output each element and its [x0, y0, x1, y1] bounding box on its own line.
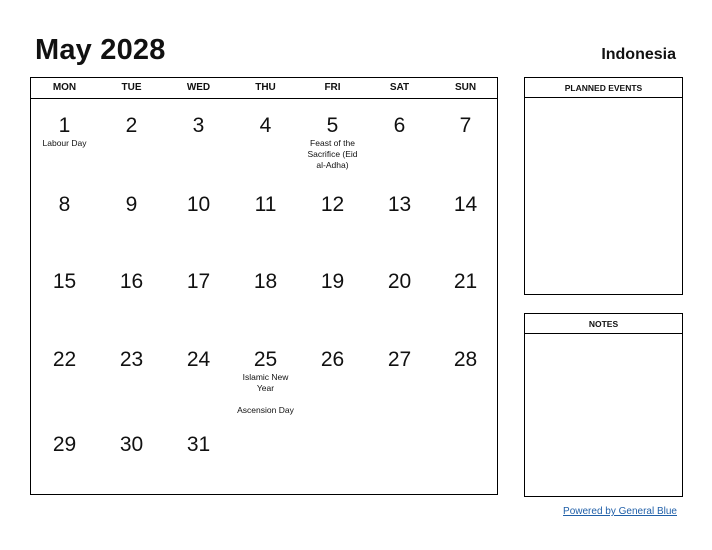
- holiday-label: Islamic New Year: [242, 372, 289, 393]
- day-number: 29: [52, 433, 77, 456]
- holiday-label: Feast of the Sacrifice (Eid al-Adha): [307, 138, 358, 170]
- day-number: 26: [320, 348, 345, 371]
- day-number: 17: [186, 270, 211, 293]
- day-cell: [31, 114, 98, 149]
- day-cell: [299, 114, 366, 171]
- weekday-tue: TUE: [121, 82, 142, 93]
- weekday-thu: THU: [255, 82, 276, 93]
- day-cell: [98, 348, 165, 372]
- day-cell: [432, 348, 499, 372]
- weekday-header: [31, 78, 497, 99]
- day-cell: [165, 114, 232, 138]
- planned-events-heading: PLANNED EVENTS: [525, 78, 682, 98]
- day-cell: [232, 270, 299, 294]
- day-number: 1: [58, 114, 71, 137]
- day-number: 3: [192, 114, 205, 137]
- day-cell: [31, 433, 98, 457]
- day-cell: [432, 193, 499, 217]
- country-label: Indonesia: [601, 46, 676, 63]
- notes-heading: NOTES: [525, 314, 682, 334]
- calendar-grid: [30, 77, 498, 495]
- day-number: 21: [453, 270, 478, 293]
- day-number: 23: [119, 348, 144, 371]
- notes-panel: [524, 313, 683, 497]
- day-number: 10: [186, 193, 211, 216]
- day-cell: [31, 348, 98, 372]
- day-number: 15: [52, 270, 77, 293]
- day-cell: [165, 348, 232, 372]
- day-cell: [98, 114, 165, 138]
- day-cell: [31, 270, 98, 294]
- day-cell: [98, 433, 165, 457]
- day-cell: [366, 114, 433, 138]
- day-cell: [366, 270, 433, 294]
- weekday-fri: FRI: [324, 82, 341, 93]
- day-cell: [366, 348, 433, 372]
- day-number: 20: [387, 270, 412, 293]
- day-number: 12: [320, 193, 345, 216]
- day-cell: [165, 270, 232, 294]
- day-number: 11: [254, 193, 277, 216]
- day-number: 18: [253, 270, 278, 293]
- day-cell: [98, 270, 165, 294]
- day-number: 5: [326, 114, 339, 137]
- day-cell: [232, 193, 299, 217]
- day-number: 30: [119, 433, 144, 456]
- day-number: 7: [459, 114, 472, 137]
- day-cell: [299, 348, 366, 372]
- day-cell: [232, 348, 299, 416]
- day-number: 28: [453, 348, 478, 371]
- day-number: 31: [186, 433, 211, 456]
- day-number: 19: [320, 270, 345, 293]
- weekday-sun: SUN: [454, 82, 477, 93]
- day-number: 27: [387, 348, 412, 371]
- day-number: 13: [387, 193, 412, 216]
- day-cell: [299, 193, 366, 217]
- planned-events-panel: [524, 77, 683, 295]
- day-cell: [31, 193, 98, 217]
- day-cell: [98, 193, 165, 217]
- day-number: 8: [58, 193, 71, 216]
- day-number: 14: [453, 193, 478, 216]
- day-cell: [366, 193, 433, 217]
- holiday-label: Ascension Day: [237, 405, 294, 415]
- day-number: 25: [253, 348, 278, 371]
- day-number: 9: [125, 193, 138, 216]
- day-number: 24: [186, 348, 211, 371]
- day-cell: [165, 433, 232, 457]
- powered-by-link[interactable]: Powered by General Blue: [563, 506, 677, 517]
- day-number: 4: [259, 114, 272, 137]
- day-cell: [432, 270, 499, 294]
- day-number: 2: [125, 114, 138, 137]
- day-cell: [299, 270, 366, 294]
- day-number: 16: [119, 270, 144, 293]
- page-title: May 2028: [35, 34, 166, 66]
- day-number: 22: [52, 348, 77, 371]
- holiday-label: Labour Day: [42, 138, 87, 148]
- weekday-mon: MON: [52, 82, 77, 93]
- weekday-sat: SAT: [389, 82, 410, 93]
- day-number: 6: [393, 114, 406, 137]
- weekday-wed: WED: [186, 82, 211, 93]
- day-cell: [232, 114, 299, 138]
- day-cell: [165, 193, 232, 217]
- day-cell: [432, 114, 499, 138]
